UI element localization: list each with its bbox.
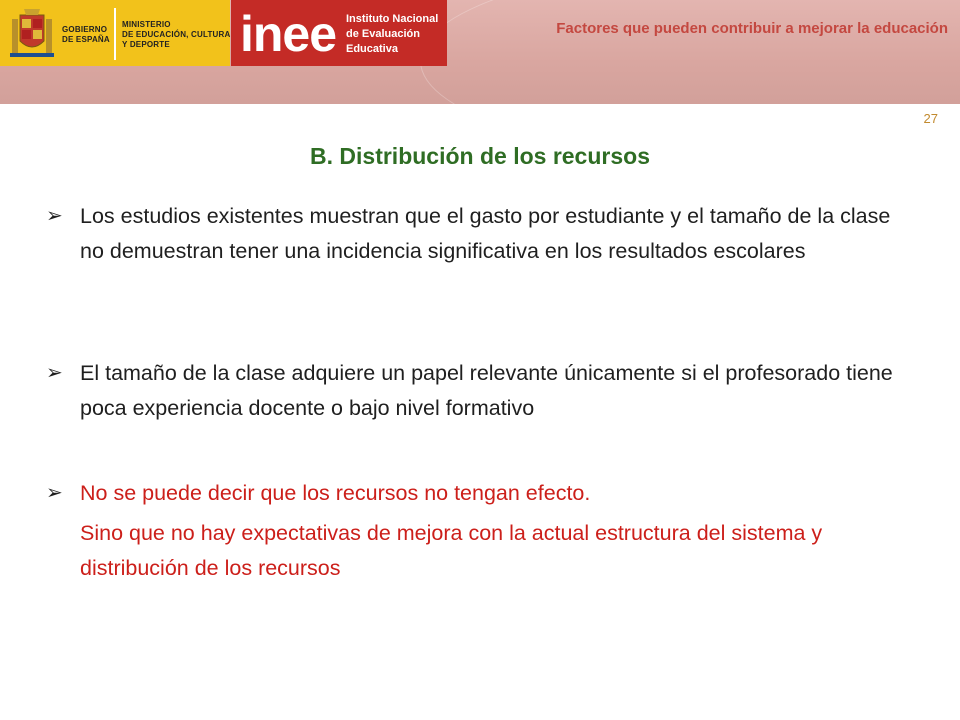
arrow-bullet-icon: ➢ xyxy=(46,482,63,504)
bullet-text: Los estudios existentes muestran que el gasto por estudiante y el tamaño de la clase no demuestran tener una incidencia significativa en los resultados escolares xyxy=(80,204,891,263)
bullet-text: El tamaño de la clase adquiere un papel relevante únicamente si el profesorado tiene poca experiencia docente o bajo nivel formativo xyxy=(80,361,893,420)
government-label: GOBIERNO DE ESPAÑA xyxy=(62,25,110,44)
bullet-continuation: Sino que no hay expectativas de mejora con la actual estructura del sistema y distribución de los recursos xyxy=(80,521,823,580)
logo-divider xyxy=(114,8,116,60)
ministry-label: MINISTERIO DE EDUCACIÓN, CULTURA Y DEPORTE xyxy=(122,20,231,49)
arrow-bullet-icon: ➢ xyxy=(46,205,63,227)
inee-label: Instituto Nacional de Evaluación Educativa xyxy=(346,13,439,55)
arrow-bullet-icon: ➢ xyxy=(46,362,63,384)
header-banner xyxy=(0,0,960,104)
bullet-text: No se puede decir que los recursos no tengan efecto. xyxy=(80,481,591,505)
bullet-item xyxy=(46,356,906,426)
slide-heading: B. Distribución de los recursos xyxy=(310,143,650,169)
coat-of-arms-icon xyxy=(8,7,56,61)
decorative-curve xyxy=(420,0,960,104)
inee-logo: inee xyxy=(240,6,337,62)
page-number: 27 xyxy=(923,111,938,126)
presentation-title: Factores que pueden contribuir a mejorar la educación xyxy=(556,20,948,37)
bullet-item-emphasis xyxy=(46,476,906,511)
bullet-item xyxy=(46,199,906,269)
